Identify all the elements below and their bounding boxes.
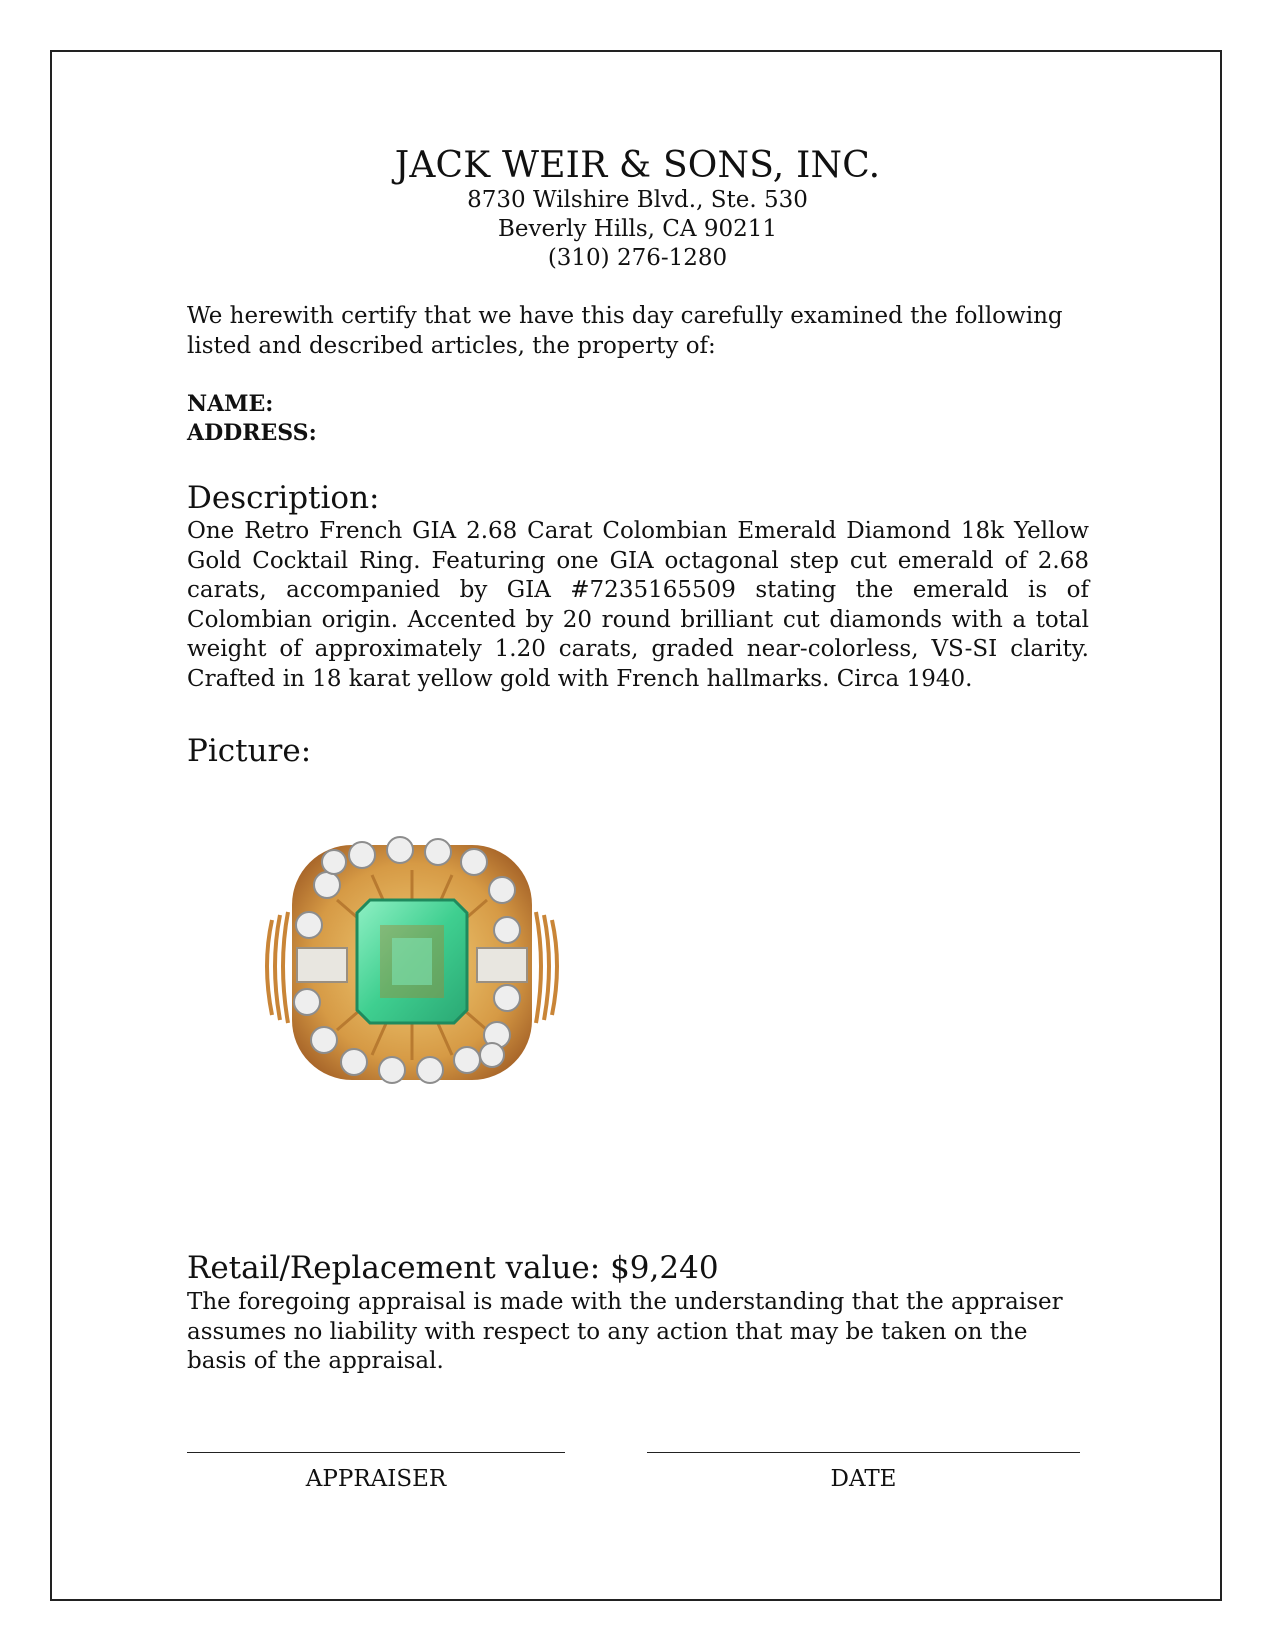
appraiser-signature-line (187, 1452, 565, 1453)
picture-heading: Picture: (187, 733, 312, 769)
company-address-line2: Beverly Hills, CA 90211 (497, 216, 777, 242)
date-label: DATE (830, 1466, 897, 1492)
certification-intro: We herewith certify that we have this day carefully examined the following listed and described articles, the property of: (187, 303, 1063, 359)
date-signature-line (647, 1452, 1080, 1453)
description-heading: Description: (187, 480, 380, 516)
name-label: NAME: (187, 391, 274, 417)
company-name: JACK WEIR & SONS, INC. (394, 145, 881, 186)
retail-value-heading: Retail/Replacement value: $9,240 (187, 1250, 719, 1286)
appraiser-label: APPRAISER (305, 1466, 447, 1492)
company-address-line1: 8730 Wilshire Blvd., Ste. 530 (467, 187, 808, 213)
ring-photo (262, 830, 562, 1100)
description-text: One Retro French GIA 2.68 Carat Colombian Emerald Diamond 18k Yellow Gold Cocktail Ring. Featuring one GIA octagonal step cut emerald of 2.68 carats, accompanied by GIA #7235165509 stating the emerald is of Colombian origin. Accented by 20 round brilliant cut diamonds with a total weight of approximately 1.20 carats, graded near-colorless, VS-SI clarity. Crafted in 18 karat yellow gold with French hallmarks. Circa 1940. (187, 518, 1089, 692)
disclaimer-text: The foregoing appraisal is made with the understanding that the appraiser assumes no liability with respect to any action that may be taken on the basis of the appraisal. (187, 1289, 1063, 1374)
address-label: ADDRESS: (187, 420, 317, 446)
company-phone: (310) 276-1280 (547, 245, 728, 271)
